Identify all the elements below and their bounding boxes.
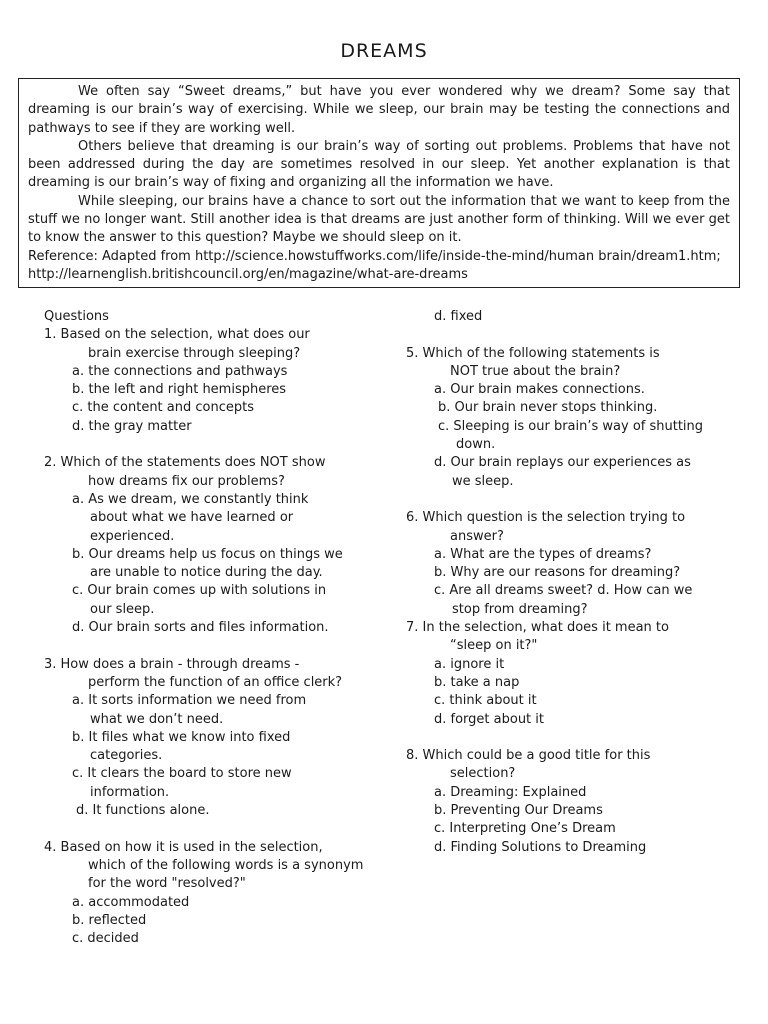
question-2-stem-line-2: how dreams fix our problems?: [88, 473, 285, 489]
question-3-option-b-line-2: categories.: [90, 748, 163, 764]
question-4-option-d: d. fixed: [434, 309, 483, 324]
passage-reference: Reference: Adapted from http://science.howstuffworks.com/life/inside-the-mind/human brain/dream1.htm; http://learnenglish.britishcouncil.org/en/magazine/what-are-dreams: [28, 248, 721, 282]
question-3-option-a: [44, 692, 374, 729]
question-6-option-c-line-1: c. Are all dreams sweet? d. How can we: [434, 583, 693, 599]
passage-paragraph-3: While sleeping, our brains have a chance to sort out the information that we want to keep from the stuff we no longer want. Still another idea is that dreams are just another form of thinking. Will we ever get to know the answer to this question? Maybe we should sleep on it.: [28, 193, 730, 246]
question-5-option-c-line-2: down.: [456, 437, 496, 453]
question-8-stem-line-2: selection?: [450, 766, 516, 782]
question-3-stem-line-2: perform the function of an office clerk?: [88, 674, 343, 690]
question-8-stem: [406, 747, 736, 784]
question-5-option-c: [406, 418, 736, 455]
question-4-option-c: c. decided: [72, 931, 139, 947]
question-3-option-b-line-1: b. It files what we know into fixed: [72, 729, 291, 745]
question-8-option-a: a. Dreaming: Explained: [434, 784, 587, 800]
question-2-option-a-line-2: about what we have learned or experienced.: [90, 510, 294, 544]
question-4-option-b: b. reflected: [72, 912, 147, 928]
question-3-option-b: [44, 729, 374, 766]
question-1-option-c: c. the content and concepts: [72, 400, 254, 416]
question-3-option-c: [44, 765, 374, 802]
question-2-option-a: [44, 491, 374, 546]
question-4-stem: [44, 839, 374, 894]
question-2-option-c: [44, 582, 374, 619]
question-7-option-a: a. ignore it: [434, 656, 505, 672]
question-7-option-b: b. take a nap: [434, 674, 520, 690]
question-4-stem-line-2: which of the following words is a synonym for the word "resolved?": [88, 857, 364, 892]
question-3-option-c-line-1: c. It clears the board to store new: [72, 766, 292, 782]
question-5-option-a: a. Our brain makes connections.: [434, 382, 645, 398]
question-3-option-a-line-1: a. It sorts information we need from: [72, 693, 307, 709]
question-2: [44, 454, 374, 637]
question-1: [44, 326, 374, 436]
question-4-stem-line-1: 4. Based on how it is used in the selection,: [44, 839, 323, 855]
question-2-option-d: d. Our brain sorts and files information.: [72, 620, 329, 636]
question-2-option-b: [44, 546, 374, 583]
question-1-option-a: a. the connections and pathways: [72, 363, 288, 379]
question-6-option-b: b. Why are our reasons for dreaming?: [434, 565, 681, 581]
question-2-stem: [44, 454, 374, 491]
question-3: [44, 656, 374, 821]
question-1-option-b: b. the left and right hemispheres: [72, 382, 287, 398]
question-4-option-a: a. accommodated: [72, 894, 190, 910]
reading-passage-box: [18, 78, 740, 288]
question-5-stem-line-1: 5. Which of the following statements is: [406, 345, 660, 361]
question-3-stem: [44, 656, 374, 693]
question-2-option-b-line-1: b. Our dreams help us focus on things we: [72, 546, 343, 562]
question-2-option-c-line-2: our sleep.: [90, 601, 155, 617]
question-7-option-c: c. think about it: [434, 693, 537, 709]
question-3-option-a-line-2: what we don’t need.: [90, 711, 224, 727]
question-5-option-c-line-1: c. Sleeping is our brain’s way of shutting: [438, 418, 704, 434]
question-6-option-a: a. What are the types of dreams?: [434, 546, 652, 562]
question-6-stem: [406, 509, 736, 546]
question-2-option-c-line-1: c. Our brain comes up with solutions in: [72, 583, 327, 599]
question-2-option-a-line-1: a. As we dream, we constantly think: [72, 491, 309, 507]
question-7-option-d: d. forget about it: [434, 711, 544, 727]
question-1-option-d: d. the gray matter: [72, 418, 192, 434]
question-7: [406, 619, 736, 729]
passage-paragraph-2: Others believe that dreaming is our brain’s way of sorting out problems. Problems that have not been addressed during the day are sometimes resolved in our sleep. Yet another explanation is that dreaming is our brain’s way of fixing and organizing all the information we have.: [28, 138, 730, 191]
question-3-option-c-line-2: information.: [90, 784, 170, 800]
question-1-stem-line-1: 1. Based on the selection, what does our: [44, 327, 310, 343]
question-6-stem-line-2: answer?: [450, 528, 504, 544]
question-5-option-b: b. Our brain never stops thinking.: [438, 400, 658, 416]
question-3-stem-line-1: 3. How does a brain - through dreams -: [44, 656, 300, 672]
question-1-stem-line-2: brain exercise through sleeping?: [88, 345, 301, 361]
question-5-option-d-line-1: d. Our brain replays our experiences as: [434, 455, 691, 471]
question-1-stem: [44, 326, 374, 363]
question-5: [406, 345, 736, 491]
question-7-stem-line-2: “sleep on it?": [450, 638, 538, 654]
questions-column-right: [406, 308, 736, 875]
question-5-stem: [406, 345, 736, 382]
question-8-stem-line-1: 8. Which could be a good title for this: [406, 748, 651, 764]
page-title: DREAMS: [340, 40, 428, 62]
question-8-option-b: b. Preventing Our Dreams: [434, 803, 603, 819]
question-6: [406, 509, 736, 619]
question-8-option-d: d. Finding Solutions to Dreaming: [434, 839, 647, 855]
question-8: [406, 747, 736, 857]
question-3-option-d: d. It functions alone.: [76, 803, 210, 819]
question-7-stem-line-1: 7. In the selection, what does it mean to: [406, 620, 669, 636]
question-6-option-c-line-2: stop from dreaming?: [452, 601, 588, 617]
question-4: [44, 839, 374, 949]
question-2-stem-line-1: 2. Which of the statements does NOT show: [44, 455, 326, 471]
question-5-stem-line-2: NOT true about the brain?: [450, 363, 621, 379]
questions-column-left: [44, 308, 374, 967]
question-5-option-d: [406, 454, 736, 491]
question-8-option-c: c. Interpreting One’s Dream: [434, 821, 616, 837]
question-5-option-d-line-2: we sleep.: [452, 473, 514, 489]
passage-paragraph-1: We often say “Sweet dreams,” but have you ever wondered why we dream? Some say that dreaming is our brain’s way of exercising. While we sleep, our brain may be testing the connections and pathways to see if they are working well.: [28, 84, 730, 136]
question-2-option-b-line-2: are unable to notice during the day.: [90, 565, 323, 581]
question-6-option-c: [406, 582, 736, 619]
question-6-stem-line-1: 6. Which question is the selection trying to: [406, 510, 686, 526]
question-7-stem: [406, 619, 736, 656]
questions-label: Questions: [44, 309, 109, 324]
